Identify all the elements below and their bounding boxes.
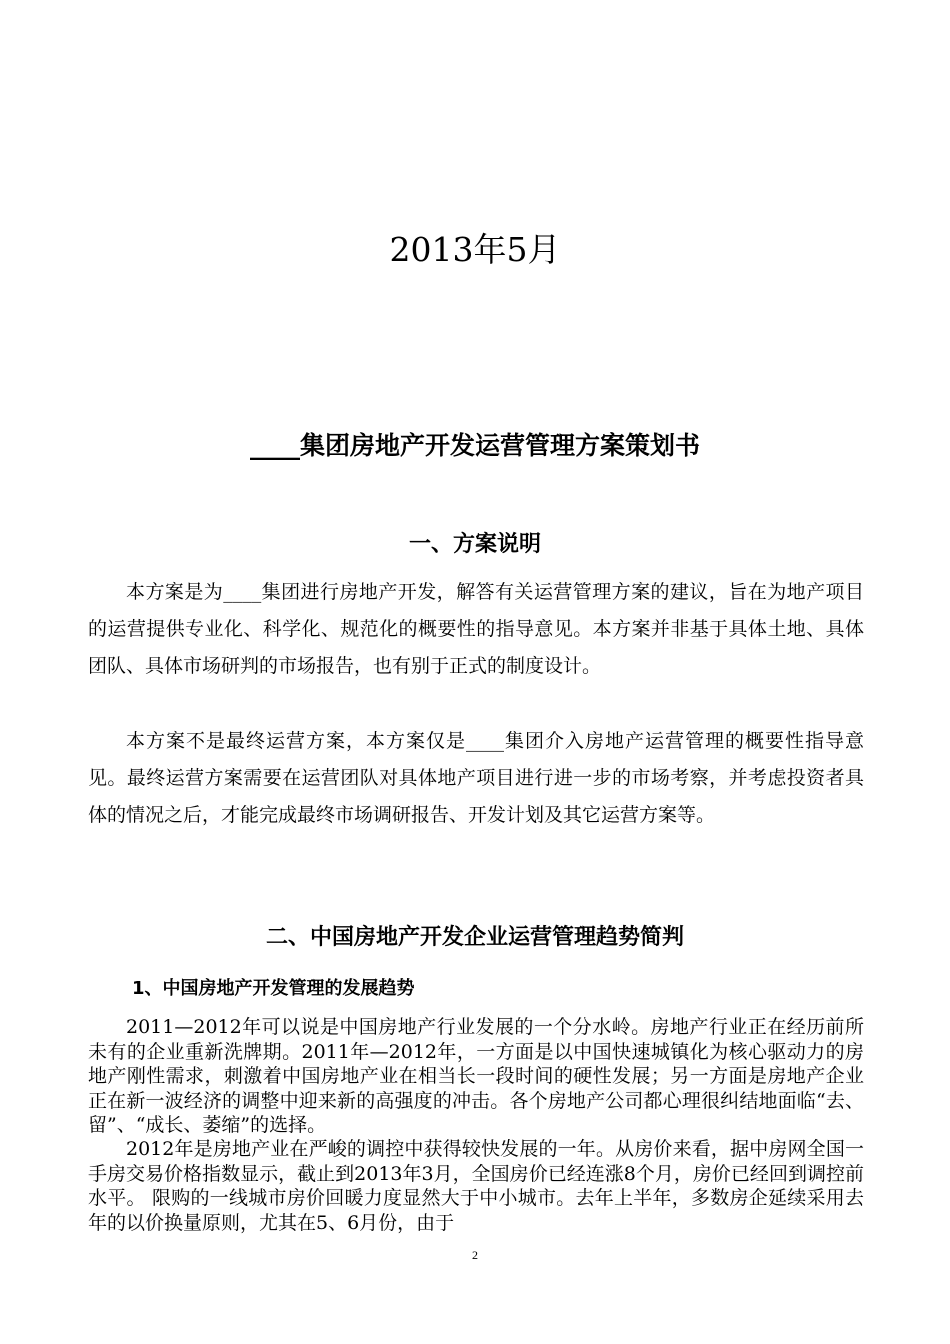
- document-title: ____集团房地产开发运营管理方案策划书: [249, 431, 700, 460]
- section-heading-plan-description: 一、方案说明: [408, 532, 541, 557]
- subsection-heading-development-trend: 1、中国房地产开发管理的发展趋势: [132, 978, 415, 999]
- section-heading-trend-analysis: 二、中国房地产开发企业运营管理趋势简判: [265, 925, 684, 950]
- paragraph-plan-purpose: 本方案是为____集团进行房地产开发，解答有关运营管理方案的建议，旨在为地产项目的运营提供专业化、科学化、规范化的概要性的指导意见。本方案并非基于具体土地、具体团队、具体市场研判的市场报告，也有别于正式的制度设计。: [88, 581, 864, 677]
- document-date: 2013年5月: [389, 230, 561, 269]
- paragraph-2012-market: 2012年是房地产业在严峻的调控中获得较快发展的一年。从房价来看，据中房网全国一手房交易价格指数显示，截止到2013年3月，全国房价已经连涨8个月，房价已经回到调控前水平。 限购的一线城市房价回暖力度显然大于中小城市。去年上半年，多数房企延续采用去年的以价换量原则，尤其在5、6月份，由于: [88, 1138, 864, 1234]
- paragraph-industry-watershed: 2011—2012年可以说是中国房地产行业发展的一个分水岭。房地产行业正在经历前所未有的企业重新洗牌期。2011年—2012年，一方面是以中国快速城镇化为核心驱动力的房地产刚性需求，刺激着中国房地产业在相当长一段时间的硬性发展；另一方面是房地产企业正在新一波经济的调整中迎来新的高强度的冲击。各个房地产公司都心理很纠结地面临“去、留”、“成长、萎缩”的选择。: [88, 1016, 864, 1136]
- page-number: 2: [472, 1248, 478, 1262]
- paragraph-plan-scope: 本方案不是最终运营方案，本方案仅是____集团介入房地产运营管理的概要性指导意见。最终运营方案需要在运营团队对具体地产项目进行进一步的市场考察，并考虑投资者具体的情况之后，才能完成最终市场调研报告、开发计划及其它运营方案等。: [88, 730, 864, 826]
